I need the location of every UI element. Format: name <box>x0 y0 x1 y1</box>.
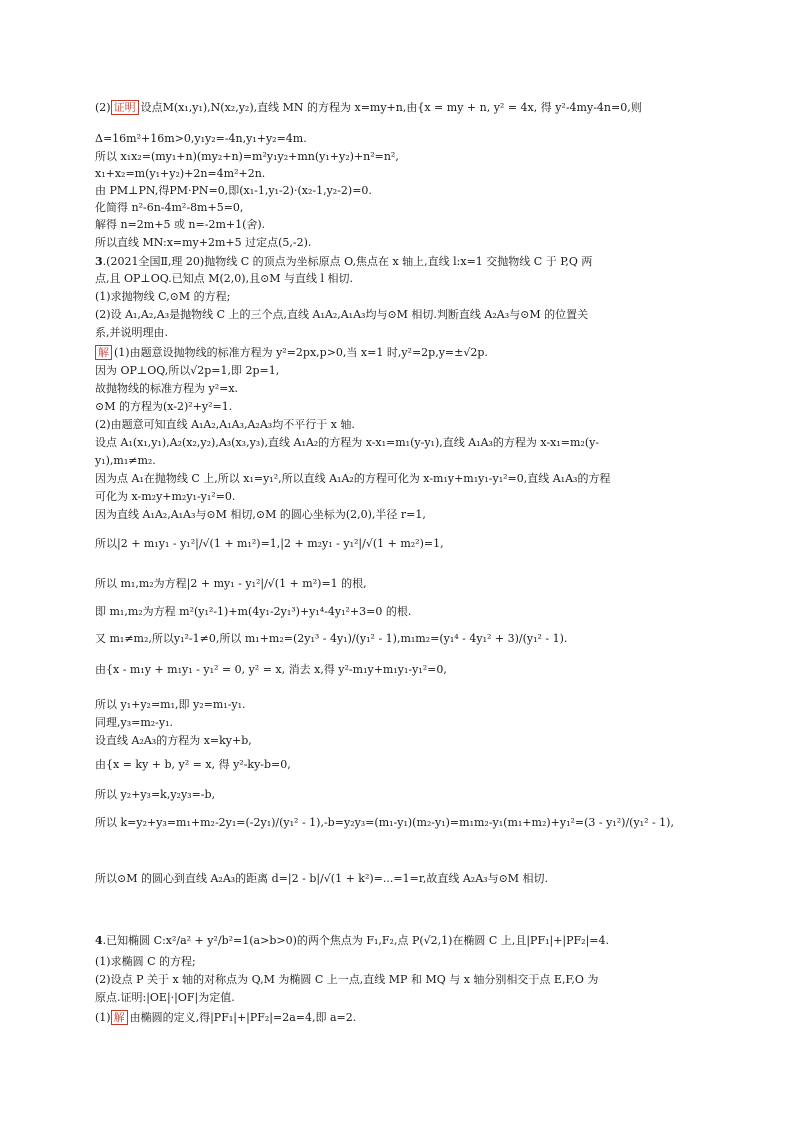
text-line <box>95 167 265 181</box>
line-text: 因为点 A₁在抛物线 C 上,所以 x₁=y₁²,所以直线 A₁A₂的方程可化为 x-m₁y+m₁y₁-y₁²=0,直线 A₁A₃的方程 <box>95 472 611 485</box>
text-line <box>95 236 311 250</box>
line-text: 所以⊙M 的圆心到直线 A₂A₃的距离 d=|2 - b|/√(1 + k²)=...=1=r,故直线 A₂A₃与⊙M 相切. <box>95 872 549 885</box>
line-text: 由{x - m₁y + m₁y₁ - y₁² = 0, y² = x, 消去 x,得 y²-m₁y+m₁y₁-y₁²=0, <box>95 663 447 676</box>
text-line <box>95 290 230 304</box>
text-line <box>95 816 674 830</box>
text-line <box>95 508 426 522</box>
text-line <box>95 382 238 396</box>
line-text: 设直线 A₂A₃的方程为 x=ky+b, <box>95 734 252 747</box>
line-text: 即 m₁,m₂为方程 m²(y₁²-1)+m(4y₁-2y₁³)+y₁⁴-4y₁²+3=0 的根. <box>95 605 412 618</box>
problem-number: 3 <box>95 255 103 268</box>
line-text: 所以 k=y₂+y₃=m₁+m₂-2y₁=(-2y₁)/(y₁² - 1),-b=y₂y₃=(m₁-y₁)(m₂-y₁)=m₁m₂-y₁(m₁+m₂)+y₁²=(3 - y₁²)/(y₁² - 1), <box>95 816 674 829</box>
text-line <box>95 400 232 414</box>
line-text: 原点.证明:|OE|·|OF|为定值. <box>95 991 235 1004</box>
text-line <box>95 100 642 115</box>
line-text: 点,且 OP⊥OQ.已知点 M(2,0),且⊙M 与直线 l 相切. <box>95 272 354 285</box>
line-text: (2)设 A₁,A₂,A₃是抛物线 C 上的三个点,直线 A₁A₂,A₁A₃均与⊙M 相切.判断直线 A₂A₃与⊙M 的位置关 <box>95 308 589 321</box>
line-text: 所以|2 + m₁y₁ - y₁²|/√(1 + m₁²)=1,|2 + m₂y₁ - y₁²|/√(1 + m₂²)=1, <box>95 537 444 550</box>
text-line <box>95 663 447 677</box>
text-line <box>95 326 168 340</box>
text-line <box>95 632 567 646</box>
text-line <box>95 490 235 504</box>
line-text: ⊙M 的方程为(x-2)²+y²=1. <box>95 400 233 413</box>
text-line <box>95 132 307 146</box>
text-line <box>95 991 235 1005</box>
line-text: 所以 x₁x₂=(my₁+n)(my₂+n)=m²y₁y₂+mn(y₁+y₂)+n²=n², <box>95 150 399 163</box>
line-text: 因为直线 A₁A₂,A₁A₃与⊙M 相切,⊙M 的圆心坐标为(2,0),半径 r=1, <box>95 508 426 521</box>
text-line <box>95 955 196 969</box>
text-line <box>95 605 411 619</box>
text-line <box>95 788 215 802</box>
line-text: 设点M(x₁,y₁),N(x₂,y₂),直线 MN 的方程为 x=my+n,由{x = my + n, y² = 4x, 得 y²-4my-4n=0,则 <box>140 101 642 114</box>
line-text: 同理,y₃=m₂-y₁. <box>95 716 174 729</box>
text-line <box>95 758 291 772</box>
text-line <box>95 418 355 432</box>
line-text: 又 m₁≠m₂,所以y₁²-1≠0,所以 m₁+m₂=(2y₁³ - 4y₁)/(y₁² - 1),m₁m₂=(y₁⁴ - 4y₁² + 3)/(y₁² - 1). <box>95 632 568 645</box>
line-text: 所以直线 MN:x=my+2m+5 过定点(5,-2). <box>95 236 312 249</box>
text-line <box>95 150 399 164</box>
line-text: x₁+x₂=m(y₁+y₂)+2n=4m²+2n. <box>95 167 266 180</box>
text-line <box>95 698 246 712</box>
line-text: 解得 n=2m+5 或 n=-2m+1(舍). <box>95 218 266 231</box>
line-text: .(2021全国Ⅱ,理 20)抛物线 C 的顶点为坐标原点 O,焦点在 x 轴上,直线 l:x=1 交抛物线 C 于 P,Q 两 <box>102 255 593 268</box>
line-text: 由椭圆的定义,得|PF₁|+|PF₂|=2a=4,即 a=2. <box>129 1011 357 1024</box>
line-text: 由 PM⊥PN,得PM·PN=0,即(x₁-1,y₁-2)·(x₂-1,y₂-2)=0. <box>95 184 372 197</box>
line-text: 故抛物线的标准方程为 y²=x. <box>95 382 239 395</box>
line-text: 可化为 x-m₂y+m₂y₁-y₁²=0. <box>95 490 236 503</box>
line-text: 系,并说明理由. <box>95 326 168 339</box>
line-text: 由{x = ky + b, y² = x, 得 y²-ky-b=0, <box>95 758 291 771</box>
line-text: 所以 m₁,m₂为方程|2 + my₁ - y₁²|/√(1 + m²)=1 的根, <box>95 577 367 590</box>
line-text: .已知椭圆 C:x²/a² + y²/b²=1(a>b>0)的两个焦点为 F₁,F₂,点 P(√2,1)在椭圆 C 上,且|PF₁|+|PF₂|=4. <box>102 934 609 947</box>
problem-number: 4 <box>95 934 103 947</box>
text-line <box>95 436 599 450</box>
text-line <box>95 201 243 215</box>
text-line <box>95 184 372 198</box>
line-text: (2)设点 P 关于 x 轴的对称点为 Q,M 为椭圆 C 上一点,直线 MP 和 MQ 与 x 轴分别相交于点 E,F,O 为 <box>95 973 599 986</box>
part-label: (2) <box>95 101 111 114</box>
text-line <box>95 364 279 378</box>
answer-tag: 解 <box>95 345 112 360</box>
text-line <box>95 872 548 886</box>
text-line <box>95 1010 356 1025</box>
line-text: 所以 y₁+y₂=m₁,即 y₂=m₁-y₁. <box>95 698 246 711</box>
line-text: (1)由题意设抛物线的标准方程为 y²=2px,p>0,当 x=1 时,y²=2p,y=±√2p. <box>114 346 488 359</box>
text-line <box>95 272 353 286</box>
answer-tag: 证明 <box>111 100 139 115</box>
text-line <box>95 934 609 948</box>
text-line <box>95 255 592 269</box>
text-line <box>95 345 488 360</box>
line-text: 所以 y₂+y₃=k,y₂y₃=-b, <box>95 788 216 801</box>
part-label: (1) <box>95 1011 111 1024</box>
answer-tag: 解 <box>111 1010 128 1025</box>
text-line <box>95 537 444 551</box>
text-line <box>95 454 156 468</box>
line-text: (1)求椭圆 C 的方程; <box>95 955 196 968</box>
text-line <box>95 734 252 748</box>
line-text: Δ=16m²+16m>0,y₁y₂=-4n,y₁+y₂=4m. <box>95 132 307 145</box>
text-line <box>95 308 588 322</box>
line-text: 化简得 n²-6n-4m²-8m+5=0, <box>95 201 244 214</box>
text-line <box>95 973 598 987</box>
text-line <box>95 218 265 232</box>
text-line <box>95 577 367 591</box>
line-text: (1)求抛物线 C,⊙M 的方程; <box>95 290 231 303</box>
text-line <box>95 472 610 486</box>
line-text: y₁),m₁≠m₂. <box>95 454 156 467</box>
line-text: 因为 OP⊥OQ,所以√2p=1,即 2p=1, <box>95 364 280 377</box>
line-text: 设点 A₁(x₁,y₁),A₂(x₂,y₂),A₃(x₃,y₃),直线 A₁A₂的方程为 x-x₁=m₁(y-y₁),直线 A₁A₃的方程为 x-x₁=m₂(y- <box>95 436 600 449</box>
text-line <box>95 716 173 730</box>
line-text: (2)由题意可知直线 A₁A₂,A₁A₃,A₂A₃均不平行于 x 轴. <box>95 418 355 431</box>
